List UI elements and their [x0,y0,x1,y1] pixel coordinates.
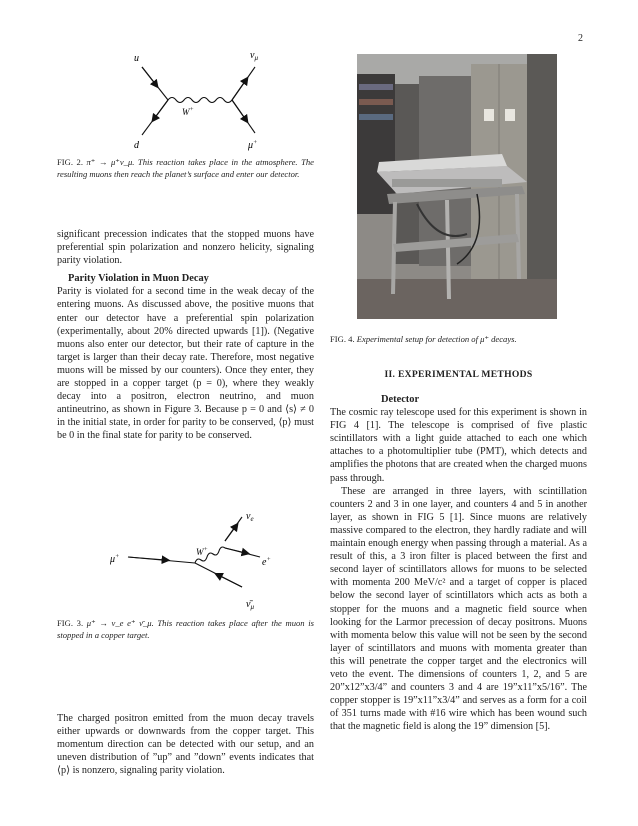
fig2-caption: FIG. 2. π⁺ → μ⁺ν_μ. This reaction takes place in the atmosphere. The resulting muons then reach the planet’s surface and enter our detector. [57,157,314,179]
left-column-top [57,228,314,443]
svg-text:W+: W+ [196,546,208,557]
fig3-label-nue: ν [246,511,251,522]
fig3-label-nubar: ν̄ [246,599,251,610]
fig4-setup-photo [357,54,557,319]
paragraph: significant precession indicates that the stopped muons have preferential spin polarization and nonzero helicity, signaling parity violation. [57,229,314,267]
left-column-bottom [57,712,314,777]
paragraph: These are arranged in three layers, with scintillation counters 2 and 3 in one layer, and counters 4 and 5 in another layer, as shown in FIG 5 [1]. Since muons are relatively massive compared to the electron, they hardly radiate and will maintain enough energy when passing through a material. As a result of this, a 3 iron filter is placed between the first and second layer of scintillators allows for muons to be selected with momenta 200 MeV/c² and a target of copper is placed below the second layer of scintillators which acts as both a stopper for the muons and a magnetic field source when looking for the Larmor precession of decay positrons. Muons with momenta below this value will not be seen by the second layer of scintillators and muons with momenta greater than this will penetrate the copper target and the electronics will veto the event. The dimensions of counters 1, 2, and 5 are 20”x12”x3/4” and counters 3 and 4 are 19”x11”x5/16”. The copper stopper is 19”x11”x3/4” and serves as a form for a coil of 351 turns made with #16 wire which has been wound such that the magnetic field is along the 19” dimension [5]. [330,485,587,733]
subsection-heading-detector: Detector [381,394,420,405]
svg-text:μ+: μ+ [248,139,258,151]
svg-text:νe: $\nu_e$ [246,511,254,523]
page-number: 2 [578,33,583,44]
subsection-heading-parity: Parity Violation in Muon Decay [68,273,209,285]
fig4-caption: FIG. 4. Experimental setup for detection of μ⁺ decays. [330,334,517,344]
svg-text:μ+: μ+ [110,553,120,565]
fig2-label-nu: ν [250,50,255,61]
fig3-label-mu: μ [110,554,116,565]
fig2-w-boson [168,98,232,103]
paragraph: The cosmic ray telescope used for this experiment is shown in FIG 4 [1]. The telescope is comprised of five plastic scintillators with a light guide attached to each one which attaches to a photomultiplier tube (PMT), which detects and amplifies the photons that are created when the charged muons pass through. [330,407,587,484]
fig2-label-d: d [134,140,139,151]
svg-text:W+: W+ [182,106,194,117]
fig2-feynman-diagram [110,45,290,155]
fig3-feynman-diagram [100,505,300,615]
svg-text:ν̄μ: $\nū_\mu$ [246,599,254,611]
svg-text:νμ: $\nu_\mu$ [250,50,258,62]
right-column-text [330,393,587,733]
fig3-caption: FIG. 3. μ⁺ → ν_e e⁺ ν̄_μ. This reaction takes place after the muon is stopped in a copper target. [57,618,314,640]
fig2-label-w: W [182,107,190,117]
fig2-label-u: u [134,53,139,64]
fig3-label-w: W [196,547,204,557]
paragraph: Parity is violated for a second time in the weak decay of the entering muons. As discussed above, the positive muons that enter our detector have a preferential spin polarization (experimentally, about 20% directed upwards [1]). (Negative muons also enter our detector, but their rate of capture in the target is larger than their decay rate. Therefore, most negative muons will be missed by our counters). Once they enter, they are stopped in a copper target (p = 0), where they weakly decay into a positron, electron neutrino, and muon antineutrino, as shown in Figure 3. Because p = 0 and ⟨s⟩ ≠ 0 in the initial state, in order for parity to be conserved, ⟨p⟩ must be 0 in the final state for parity to be conserved. [57,286,314,442]
paragraph: The charged positron emitted from the muon decay travels either upwards or downwards from the copper target. This momentum direction can be detected with our setup, and an uneven distribution of ”up” and ”down” events indicates that ⟨p⟩ is nonzero, signaling parity violation. [57,713,314,777]
fig3-label-e: e [262,557,267,568]
svg-text:e+: e+ [262,556,271,568]
section-heading: II. EXPERIMENTAL METHODS [384,369,533,380]
fig2-label-mu: μ [248,140,254,151]
